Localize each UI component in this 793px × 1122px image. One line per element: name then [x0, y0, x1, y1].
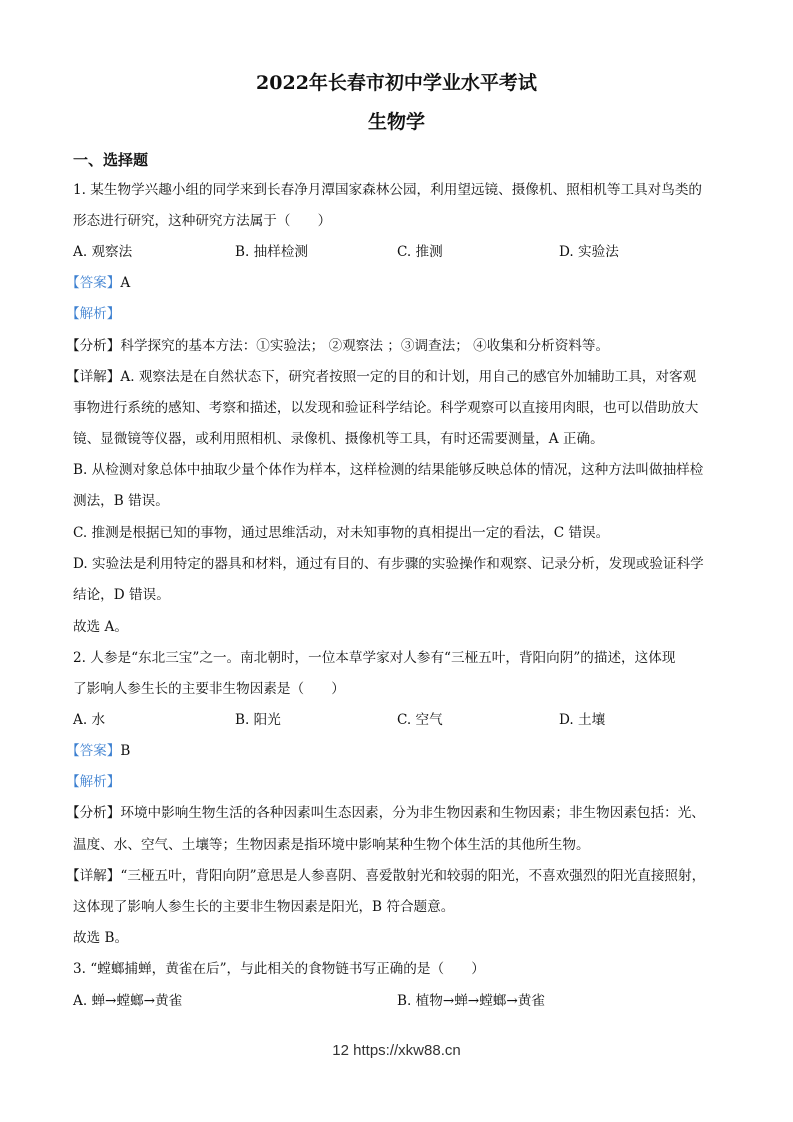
answer-label: 【答案】 [66, 743, 121, 759]
q2-fenxi [66, 803, 716, 823]
answer-label: 【答案】 [66, 275, 121, 291]
fenxi-text: 环境中影响生物生活的各种因素叫生态因素，分为非生物因素和生物因素；非生物因素包括：光、 [120, 805, 705, 821]
answer-value: B [120, 743, 131, 759]
q1-explanation-line: 镜、显微镜等仪器，或利用照相机、录像机、摄像机等工具，有时还需要测量，A 正确。 [73, 431, 604, 447]
q1-stem-line2: 形态进行研究，这种研究方法属于（ ） [73, 213, 332, 229]
q2-analysis-label: 【解析】 [66, 774, 121, 790]
q2-stem-line2: 了影响人参生长的主要非生物因素是（ ） [73, 681, 345, 697]
q2-answer [66, 741, 716, 761]
xiangjie-text: A. 观察法是在自然状态下，研究者按照一定的目的和计划，用自己的感官外加辅助工具，对客观 [120, 369, 697, 385]
q1-explanation-line: B. 从检测对象总体中抽取少量个体作为样本，这样检测的结果能够反映总体的情况，这种方法叫做抽样检 [73, 462, 704, 478]
document-title: 2022年长春市初中学业水平考试 [256, 72, 537, 94]
q1-option-a: A. 观察法 [73, 244, 133, 260]
q2-conclusion: 故选 B。 [73, 930, 129, 946]
q1-explanation-line: 测法，B 错误。 [73, 493, 169, 509]
fenxi-label: 【分析】 [66, 338, 121, 354]
q2-fenxi-line2: 温度、水、空气、土壤等；生物因素是指环境中影响某种生物个体生活的其他所生物。 [73, 837, 590, 853]
page-footer: 12 https://xkw88.cn [332, 1042, 461, 1059]
q1-conclusion: 故选 A。 [73, 619, 128, 635]
q2-option-a: A. 水 [73, 712, 106, 728]
q1-option-c: C. 推测 [397, 244, 443, 260]
answer-value: A [120, 275, 131, 291]
q2-option-c: C. 空气 [397, 712, 443, 728]
q2-stem-line1: 2. 人参是“东北三宝”之一。南北朝时，一位本草学家对人参有“三桠五叶，背阳向阴”的描述，这体现 [73, 650, 676, 666]
q2-xiangjie-line2: 这体现了影响人参生长的主要非生物因素是阳光，B 符合题意。 [73, 899, 455, 915]
q1-stem-line1: 1. 某生物学兴趣小组的同学来到长春净月潭国家森林公园，利用望远镜、摄像机、照相机等工具对鸟类的 [73, 182, 703, 198]
fenxi-text: 科学探究的基本方法：①实验法； ②观察法 ；③调查法； ④收集和分析资料等。 [120, 338, 610, 354]
q2-option-d: D. 土壤 [559, 712, 606, 728]
q1-explanation-line: 结论，D 错误。 [73, 587, 170, 603]
xiangjie-label: 【详解】 [66, 868, 121, 884]
q1-fenxi [66, 336, 716, 356]
xiangjie-label: 【详解】 [66, 369, 121, 385]
q1-xiangjie [66, 367, 716, 387]
document-subtitle: 生物学 [367, 111, 425, 133]
fenxi-label: 【分析】 [66, 805, 121, 821]
xiangjie-text: “三桠五叶，背阳向阴”意思是人参喜阴、喜爱散射光和较弱的阳光，不喜欢强烈的阳光直接照射， [120, 868, 706, 884]
q1-explanation-line: C. 推测是根据已知的事物，通过思维活动，对未知事物的真相提出一定的看法，C 错误。 [73, 525, 610, 541]
q1-explanation-line: D. 实验法是利用特定的器具和材料，通过有目的、有步骤的实验操作和观察、记录分析，发现或验证科学 [73, 556, 704, 572]
q2-option-b: B. 阳光 [235, 712, 281, 728]
q2-xiangjie [66, 866, 716, 886]
q3-stem: 3. “螳螂捕蝉，黄雀在后”，与此相关的食物链书写正确的是（ ） [73, 961, 485, 977]
q1-explanation-line: 事物进行系统的感知、考察和描述，以发现和验证科学结论。科学观察可以直接用肉眼，也可以借助放大 [73, 400, 699, 416]
q1-analysis-label: 【解析】 [66, 306, 121, 322]
q1-answer [66, 273, 716, 293]
section-heading: 一、选择题 [73, 151, 149, 169]
q1-option-d: D. 实验法 [559, 244, 619, 260]
q3-option-b: B. 植物→蝉→螳螂→黄雀 [397, 993, 545, 1009]
q3-option-a: A. 蝉→螳螂→黄雀 [73, 993, 183, 1009]
q1-option-b: B. 抽样检测 [235, 244, 309, 260]
